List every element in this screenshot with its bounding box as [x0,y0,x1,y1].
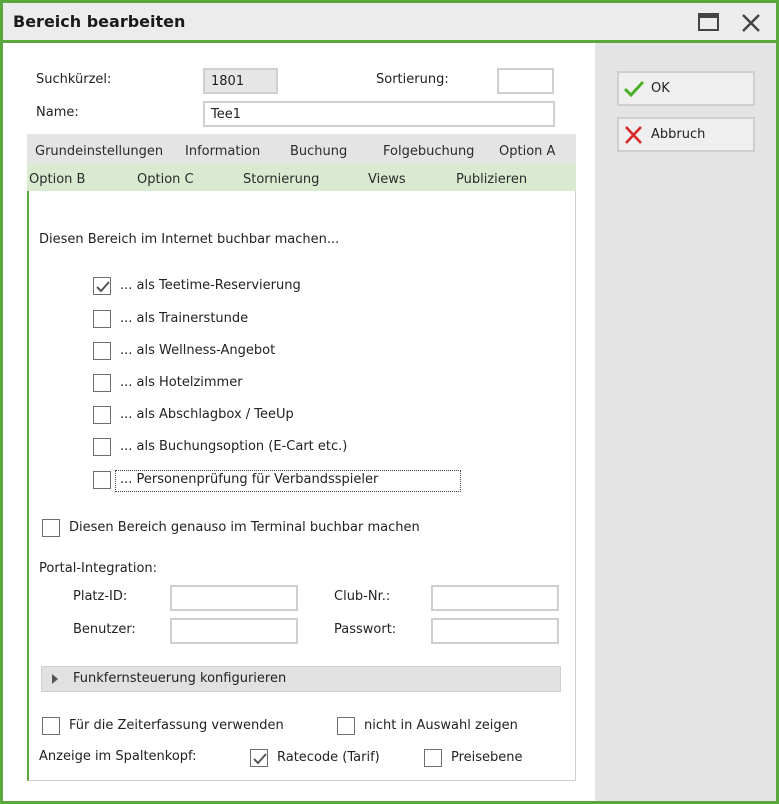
suchkuerzel-label: Suchkürzel: [36,72,112,87]
nicht-auswahl-checkbox[interactable] [337,717,355,735]
passwort-label: Passwort: [334,622,397,637]
name-label: Name: [36,105,79,120]
tab-buchung[interactable]: Buchung [290,144,348,159]
spaltenkopf-label: Anzeige im Spaltenkopf: [39,749,197,764]
option-wellness-checkbox[interactable] [93,342,111,360]
ratecode-label: Ratecode (Tarif) [277,750,380,765]
preisebene-label: Preisebene [451,750,523,765]
close-icon[interactable] [739,11,763,35]
option-trainerstunde-label: ... als Trainerstunde [120,311,249,326]
tab-grundeinstellungen[interactable]: Grundeinstellungen [35,144,164,159]
funkfernsteuerung-label: Funkfernsteuerung konfigurieren [73,671,287,686]
nicht-auswahl-label: nicht in Auswahl zeigen [364,718,518,733]
cancel-label: Abbruch [651,127,706,142]
portal-heading: Portal-Integration: [39,561,158,576]
expand-triangle-icon [52,674,58,684]
check-icon [623,79,645,99]
zeiterfassung-checkbox[interactable] [42,717,60,735]
maximize-icon[interactable] [697,11,721,35]
zeiterfassung-label: Für die Zeiterfassung verwenden [69,718,284,733]
tab-information[interactable]: Information [185,144,261,159]
publizieren-panel [27,191,576,781]
title-bar [3,3,776,43]
option-personenpruefung-label: ... Personenprüfung für Verbandsspieler [120,472,379,487]
option-teetime-checkbox[interactable] [93,277,111,295]
action-panel [595,43,776,801]
name-field[interactable]: Tee1 [203,101,555,127]
tab-publizieren[interactable]: Publizieren [456,172,528,187]
passwort-field[interactable] [431,618,559,644]
preisebene-checkbox[interactable] [424,749,442,767]
platz-id-label: Platz-ID: [73,589,128,604]
ratecode-checkbox[interactable] [250,749,268,767]
option-hotelzimmer-checkbox[interactable] [93,374,111,392]
tab-stornierung[interactable]: Stornierung [243,172,320,187]
ok-button[interactable] [617,71,755,106]
tab-folgebuchung[interactable]: Folgebuchung [383,144,475,159]
option-buchungsoption-label: ... als Buchungsoption (E-Cart etc.) [120,439,348,454]
tab-option-c[interactable]: Option C [137,172,194,187]
window-title: Bereich bearbeiten [13,12,186,31]
cancel-button[interactable] [617,117,755,152]
platz-id-field[interactable] [170,585,298,611]
ok-label: OK [651,81,670,96]
tab-option-a[interactable]: Option A [499,144,556,159]
funkfernsteuerung-expander[interactable] [41,666,561,692]
tab-views[interactable]: Views [368,172,406,187]
publish-heading: Diesen Bereich im Internet buchbar machen... [39,232,340,247]
option-wellness-label: ... als Wellness-Angebot [120,343,276,358]
option-hotelzimmer-label: ... als Hotelzimmer [120,375,243,390]
club-nr-label: Club-Nr.: [334,589,391,604]
option-trainerstunde-checkbox[interactable] [93,310,111,328]
benutzer-field[interactable] [170,618,298,644]
option-abschlagbox-label: ... als Abschlagbox / TeeUp [120,407,294,422]
benutzer-label: Benutzer: [73,622,136,637]
club-nr-field[interactable] [431,585,559,611]
option-personenpruefung-checkbox[interactable] [93,471,111,489]
cross-icon [623,125,645,145]
option-buchungsoption-checkbox[interactable] [93,438,111,456]
terminal-checkbox[interactable] [42,519,60,537]
option-teetime-label: ... als Teetime-Reservierung [120,278,301,293]
sortierung-field[interactable] [497,68,554,94]
tab-option-b[interactable]: Option B [29,172,86,187]
option-abschlagbox-checkbox[interactable] [93,406,111,424]
tab-strip [27,134,576,191]
suchkuerzel-field[interactable]: 1801 [203,68,278,94]
terminal-label: Diesen Bereich genauso im Terminal buchbar machen [69,520,420,535]
sortierung-label: Sortierung: [376,72,449,87]
